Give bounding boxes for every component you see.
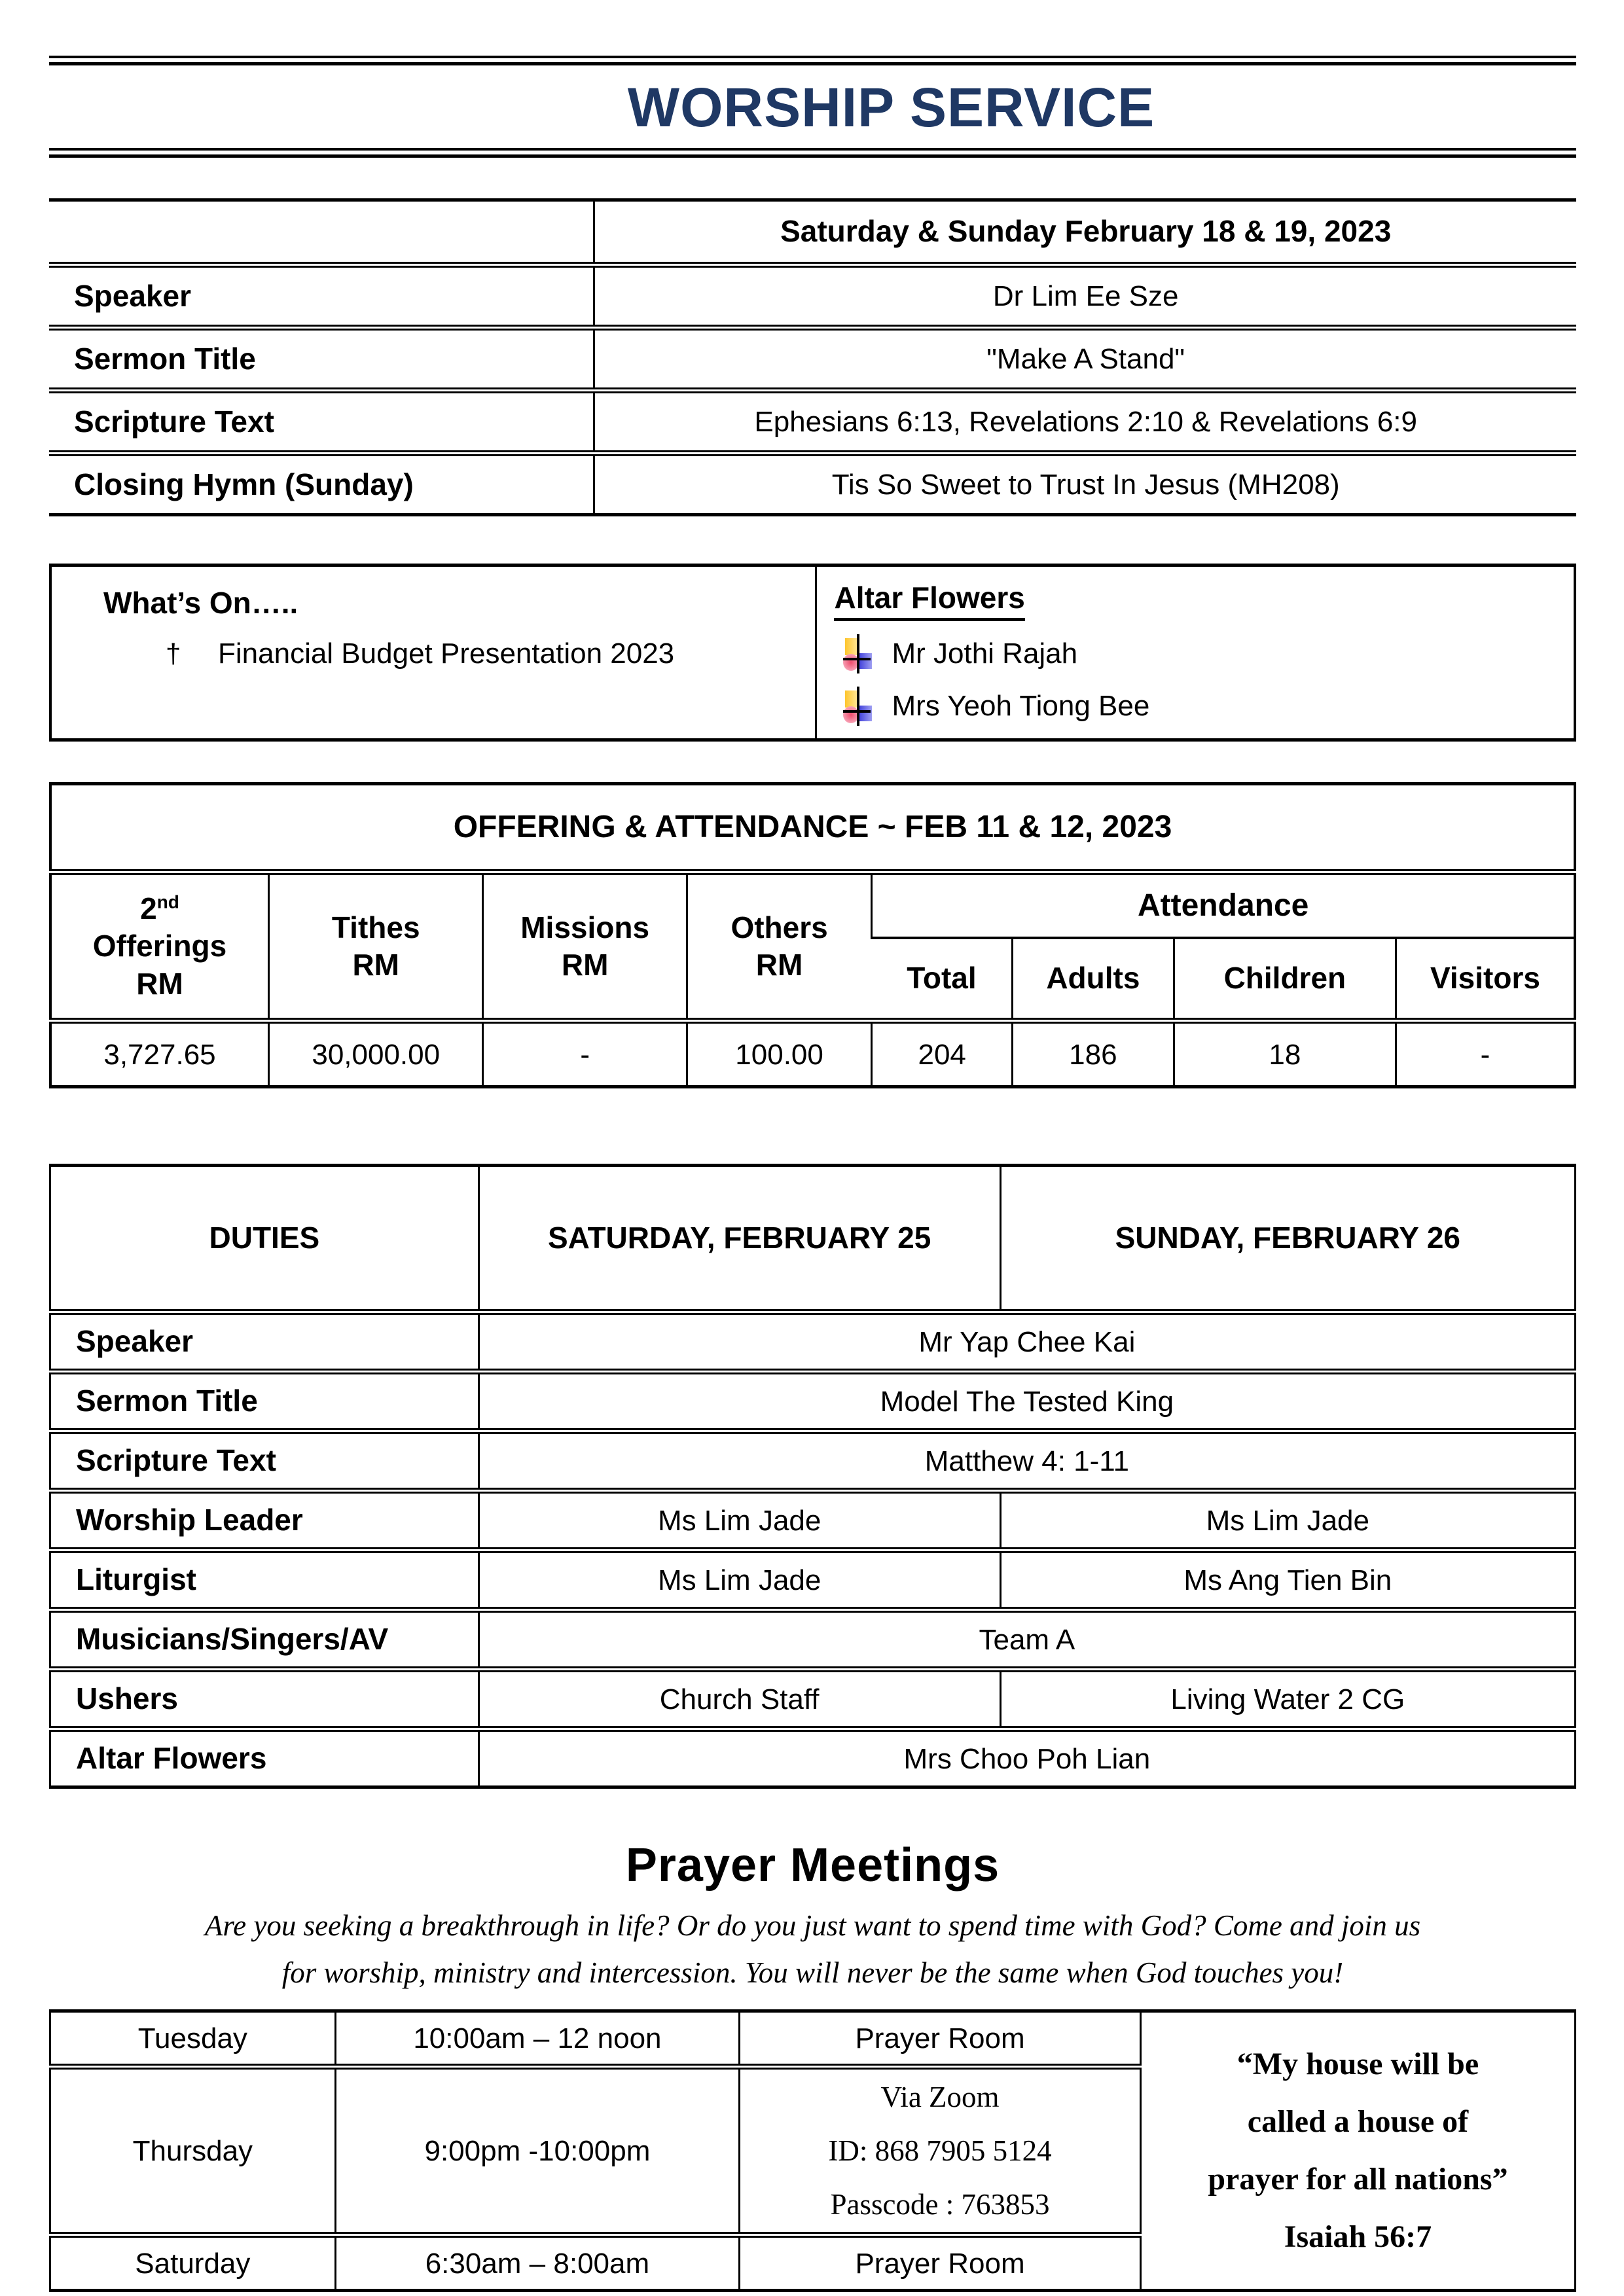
service-table bbox=[49, 198, 1576, 516]
table-row bbox=[49, 454, 1576, 515]
prayer-meetings-intro bbox=[49, 1902, 1576, 1996]
row-value: Dr Lim Ee Sze bbox=[594, 265, 1576, 328]
sunday-value: Ms Ang Tien Bin bbox=[1000, 1551, 1575, 1610]
table-row bbox=[50, 1551, 1576, 1610]
table-row bbox=[50, 1431, 1576, 1491]
day-cell: Thursday bbox=[50, 2067, 336, 2235]
zoom-meeting-id: ID: 868 7905 5124 bbox=[828, 2134, 1052, 2167]
table-row bbox=[49, 328, 1576, 391]
table-row bbox=[50, 1610, 1576, 1670]
column-header-others: Others RM bbox=[687, 872, 872, 1021]
row-label: Closing Hymn (Sunday) bbox=[74, 467, 414, 501]
offering-attendance-table bbox=[49, 782, 1576, 1088]
others-value: 100.00 bbox=[687, 1021, 872, 1087]
intro-line: Are you seeking a breakthrough in life? Or do you just want to spend time with God? Come and join us bbox=[204, 1909, 1421, 1942]
table-row bbox=[50, 1491, 1576, 1551]
table-row bbox=[49, 391, 1576, 454]
time-cell: 6:30am – 8:00am bbox=[335, 2235, 739, 2291]
dagger-bullet-icon: † bbox=[166, 638, 181, 669]
table-row bbox=[50, 1729, 1576, 1787]
row-label: Sermon Title bbox=[49, 328, 594, 391]
sunday-value: Living Water 2 CG bbox=[1000, 1670, 1575, 1729]
row-value: Mrs Choo Poh Lian bbox=[478, 1729, 1575, 1787]
row-label: Ushers bbox=[50, 1670, 479, 1729]
quote-reference: Isaiah 56:7 bbox=[1284, 2219, 1432, 2254]
scripture-quote-cell bbox=[1140, 2011, 1575, 2291]
table-row bbox=[50, 2011, 1576, 2067]
day-cell: Tuesday bbox=[50, 2011, 336, 2067]
title-bottom-double-rule bbox=[49, 148, 1576, 158]
row-label: Scripture Text bbox=[49, 391, 594, 454]
table-row bbox=[50, 1372, 1576, 1431]
column-header-visitors: Visitors bbox=[1396, 938, 1575, 1021]
service-date-header: Saturday & Sunday February 18 & 19, 2023 bbox=[594, 200, 1576, 265]
table-row bbox=[50, 1312, 1576, 1372]
top-double-rule bbox=[49, 56, 1576, 65]
row-value: Mr Yap Chee Kai bbox=[478, 1312, 1575, 1372]
whats-on-cell bbox=[52, 567, 817, 738]
quote-line: prayer for all nations” bbox=[1208, 2162, 1508, 2197]
prayer-meetings-table bbox=[49, 2009, 1576, 2292]
list-item bbox=[843, 687, 1574, 726]
saturday-value: Ms Lim Jade bbox=[478, 1551, 1000, 1610]
altar-flowers-name: Mrs Yeoh Tiong Bee bbox=[892, 690, 1150, 722]
row-value: Model The Tested King bbox=[478, 1372, 1575, 1431]
time-cell: 9:00pm -10:00pm bbox=[335, 2067, 739, 2235]
row-value: Team A bbox=[478, 1610, 1575, 1670]
column-header-children: Children bbox=[1174, 938, 1396, 1021]
altar-flowers-name: Mr Jothi Rajah bbox=[892, 637, 1078, 670]
row-value: Matthew 4: 1-11 bbox=[478, 1431, 1575, 1491]
table-row bbox=[50, 1021, 1575, 1087]
prayer-meetings-heading: Prayer Meetings bbox=[625, 1839, 1000, 1892]
location-cell: Prayer Room bbox=[740, 2011, 1141, 2067]
row-label: Liturgist bbox=[50, 1551, 479, 1610]
list-item bbox=[843, 634, 1574, 673]
duties-header: DUTIES bbox=[50, 1166, 479, 1312]
row-label: Scripture Text bbox=[50, 1431, 479, 1491]
offerings-value: 3,727.65 bbox=[103, 1038, 216, 1071]
row-value: Ephesians 6:13, Revelations 2:10 & Revelations 6:9 bbox=[594, 391, 1576, 454]
table-row bbox=[49, 200, 1576, 265]
empty-corner-cell bbox=[49, 200, 594, 265]
whats-on-title: What’s On….. bbox=[103, 586, 298, 620]
time-cell: 10:00am – 12 noon bbox=[335, 2011, 739, 2067]
day-cell: Saturday bbox=[135, 2247, 251, 2280]
row-label: Altar Flowers bbox=[76, 1741, 267, 1776]
page-title: WORSHIP SERVICE bbox=[627, 77, 1155, 138]
row-label: Musicians/Singers/AV bbox=[50, 1610, 479, 1670]
attendance-band-header: Attendance bbox=[872, 872, 1575, 939]
location-cell-zoom bbox=[740, 2067, 1141, 2235]
column-header-2nd-offerings: 2nd Offerings RM bbox=[50, 872, 269, 1021]
table-row bbox=[50, 1670, 1576, 1729]
missions-value: - bbox=[483, 1021, 687, 1087]
quote-line: “My house will be bbox=[1236, 2047, 1479, 2081]
column-header-missions: Missions RM bbox=[483, 872, 687, 1021]
row-label: Speaker bbox=[49, 265, 594, 328]
offering-table-title: OFFERING & ATTENDANCE ~ FEB 11 & 12, 2023 bbox=[50, 784, 1575, 872]
altar-flowers-cell bbox=[817, 567, 1574, 738]
visitors-value: - bbox=[1396, 1021, 1575, 1087]
flower-bullet-icon bbox=[843, 687, 873, 726]
flower-bullet-icon bbox=[843, 634, 873, 673]
location-cell: Prayer Room bbox=[740, 2235, 1141, 2291]
table-row bbox=[50, 1166, 1576, 1312]
saturday-header: SATURDAY, FEBRUARY 25 bbox=[478, 1166, 1000, 1312]
tithes-value: 30,000.00 bbox=[269, 1021, 483, 1087]
row-value: Tis So Sweet to Trust In Jesus (MH208) bbox=[594, 454, 1576, 515]
duties-table bbox=[49, 1164, 1576, 1789]
altar-flowers-title: Altar Flowers bbox=[834, 580, 1024, 621]
zoom-passcode: Passcode : 763853 bbox=[830, 2188, 1050, 2221]
sunday-header: SUNDAY, FEBRUARY 26 bbox=[1000, 1166, 1575, 1312]
column-header-total: Total bbox=[872, 938, 1013, 1021]
whats-on-item-text: Financial Budget Presentation 2023 bbox=[218, 637, 675, 670]
row-label: Sermon Title bbox=[50, 1372, 479, 1431]
whats-on-item bbox=[166, 637, 815, 670]
sunday-value: Ms Lim Jade bbox=[1000, 1491, 1575, 1551]
zoom-label: Via Zoom bbox=[880, 2081, 1000, 2113]
total-value: 204 bbox=[872, 1021, 1013, 1087]
table-row bbox=[49, 265, 1576, 328]
column-header-adults: Adults bbox=[1013, 938, 1174, 1021]
whats-on-altar-flowers-box bbox=[49, 564, 1576, 742]
adults-value: 186 bbox=[1013, 1021, 1174, 1087]
children-value: 18 bbox=[1174, 1021, 1396, 1087]
row-value: "Make A Stand" bbox=[594, 328, 1576, 391]
intro-line: for worship, ministry and intercession. You will never be the same when God touches you! bbox=[281, 1956, 1344, 1989]
saturday-value: Church Staff bbox=[478, 1670, 1000, 1729]
row-label: Worship Leader bbox=[50, 1491, 479, 1551]
table-row bbox=[50, 872, 1575, 939]
quote-line: called a house of bbox=[1247, 2104, 1469, 2139]
table-row bbox=[50, 784, 1575, 872]
row-label: Speaker bbox=[50, 1312, 479, 1372]
column-header-tithes: Tithes RM bbox=[269, 872, 483, 1021]
saturday-value: Ms Lim Jade bbox=[478, 1491, 1000, 1551]
